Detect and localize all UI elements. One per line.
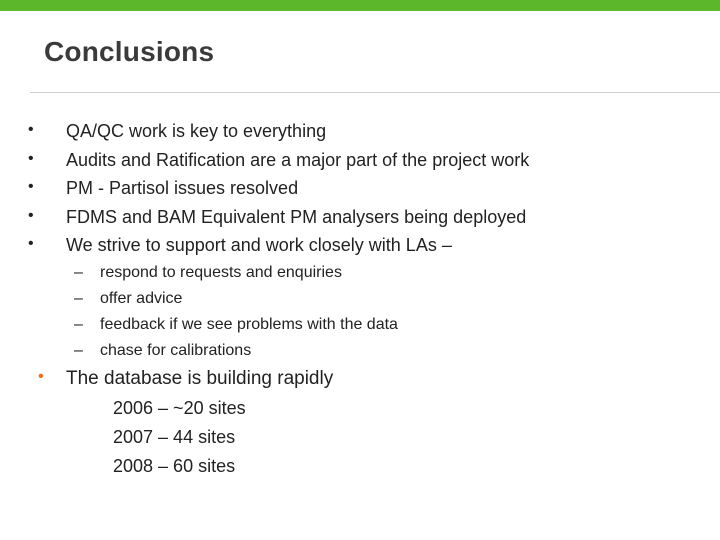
- database-text: The database is building rapidly: [66, 368, 334, 389]
- bullet-marker: •: [28, 121, 34, 138]
- sub-bullet-text: offer advice: [100, 290, 183, 307]
- dash-marker: –: [74, 316, 83, 333]
- bullet-text: Audits and Ratification are a major part of the project work: [66, 150, 530, 170]
- bullet-marker: •: [38, 368, 44, 385]
- dash-marker: –: [74, 290, 83, 307]
- bullet-marker: •: [28, 235, 34, 252]
- bullet-text: We strive to support and work closely with LAs –: [66, 235, 452, 255]
- sub-bullet-text: feedback if we see problems with the data: [100, 316, 398, 333]
- bullet-marker: •: [28, 178, 34, 195]
- year-text: 2006 – ~20 sites: [113, 398, 246, 418]
- bullet-marker: •: [28, 150, 34, 167]
- dash-marker: –: [74, 264, 83, 281]
- dash-marker: –: [74, 342, 83, 359]
- slide-title: Conclusions: [44, 36, 215, 67]
- sub-bullet-text: respond to requests and enquiries: [100, 264, 342, 281]
- bullet-marker: •: [28, 207, 34, 224]
- sub-bullet-text: chase for calibrations: [100, 342, 252, 359]
- year-text: 2007 – 44 sites: [113, 427, 236, 447]
- year-text: 2008 – 60 sites: [113, 456, 236, 476]
- bullet-text: QA/QC work is key to everything: [66, 121, 327, 141]
- bullet-text: PM - Partisol issues resolved: [66, 178, 299, 198]
- bullet-text: FDMS and BAM Equivalent PM analysers being deployed: [66, 207, 527, 227]
